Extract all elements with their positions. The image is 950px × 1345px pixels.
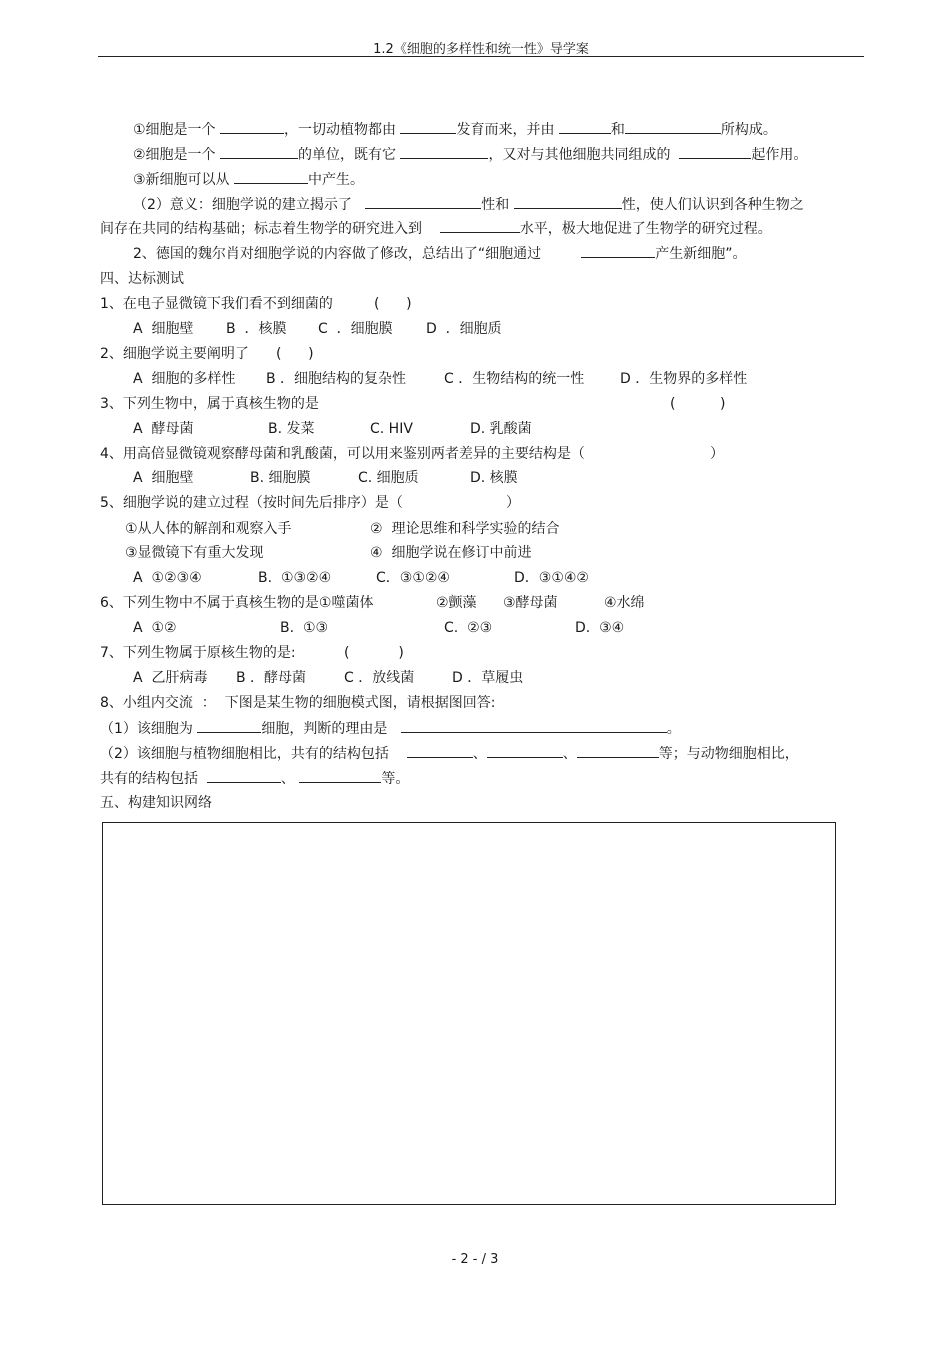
blank[interactable] bbox=[679, 145, 751, 159]
list-item: ② 理论思维和科学实验的结合 bbox=[370, 521, 560, 537]
question-6-item: ②颤藻 bbox=[436, 595, 477, 611]
text: 和 bbox=[610, 122, 625, 138]
option[interactable]: A ①②③④ bbox=[133, 570, 202, 586]
list-item: ①从人体的解剖和观察入手 bbox=[125, 521, 292, 537]
knowledge-network-box[interactable] bbox=[102, 822, 836, 1205]
theory-line-6 bbox=[133, 244, 747, 263]
text: 水平，极大地促进了生物学的研究过程。 bbox=[519, 221, 772, 237]
answer-paren[interactable]: ( ) bbox=[670, 396, 726, 412]
option[interactable]: C．③①②④ bbox=[376, 570, 450, 586]
question-1-stem bbox=[100, 295, 333, 313]
option[interactable]: A ①② bbox=[133, 620, 177, 636]
text: ，一切动植物都由 bbox=[284, 122, 397, 138]
text: 产生新细胞”。 bbox=[655, 246, 747, 262]
text: 性，使人们认识到各种生物之 bbox=[621, 197, 804, 213]
option[interactable]: C ．生物结构的统一性 bbox=[444, 371, 585, 387]
question-6-item: ③酵母菌 bbox=[503, 595, 558, 611]
list-item: ③显微镜下有重大发现 bbox=[125, 545, 264, 561]
text: 所构成。 bbox=[720, 122, 777, 138]
option[interactable]: C. HIV bbox=[370, 421, 413, 437]
answer-paren[interactable]: ( ) bbox=[344, 645, 404, 661]
text: 中产生。 bbox=[308, 172, 365, 188]
blank[interactable] bbox=[400, 145, 488, 159]
option[interactable]: D. ③④ bbox=[575, 620, 625, 636]
text: （2）该细胞与植物细胞相比，共有的结构包括 bbox=[100, 746, 389, 762]
question-3-stem: 3、下列生物中，属于真核生物的是 bbox=[100, 396, 319, 412]
text: 起作用。 bbox=[751, 147, 808, 163]
option[interactable]: B. ①③②④ bbox=[258, 570, 332, 586]
theory-line-4 bbox=[133, 195, 804, 214]
text: 细胞，判断的理由是 bbox=[261, 721, 388, 737]
option[interactable]: B. ①③ bbox=[280, 620, 329, 636]
text: ①细胞是一个 bbox=[133, 122, 216, 138]
theory-line-1 bbox=[133, 120, 777, 139]
theory-line-3 bbox=[133, 170, 364, 189]
text: ③新细胞可以从 bbox=[133, 172, 230, 188]
text: 等。 bbox=[381, 771, 410, 787]
text: 间存在共同的结构基础；标志着生物学的研究进入到 bbox=[100, 221, 422, 237]
answer-paren[interactable]: ( ) bbox=[374, 296, 412, 312]
answer-paren[interactable]: ） bbox=[710, 446, 724, 462]
text: 性和 bbox=[481, 197, 510, 213]
blank[interactable] bbox=[581, 244, 655, 258]
option[interactable]: B ．细胞结构的复杂性 bbox=[266, 371, 407, 387]
option[interactable]: C ．细胞膜 bbox=[318, 321, 393, 337]
option[interactable]: B. 细胞膜 bbox=[250, 470, 311, 486]
question-6-item: ④水绵 bbox=[604, 595, 645, 611]
blank[interactable] bbox=[625, 120, 721, 134]
blank[interactable] bbox=[407, 744, 473, 758]
option[interactable]: A 细胞壁 bbox=[133, 321, 194, 337]
question-6-stem: 6、下列生物中不属于真核生物的是①噬菌体 bbox=[100, 595, 374, 611]
blank[interactable] bbox=[299, 769, 381, 783]
blank[interactable] bbox=[220, 120, 284, 134]
option[interactable]: D ．草履虫 bbox=[452, 670, 524, 686]
question-8-part-2 bbox=[100, 744, 799, 763]
answer-paren[interactable]: ( ) bbox=[276, 346, 314, 362]
blank[interactable] bbox=[365, 195, 481, 209]
section-5-title: 五、构建知识网络 bbox=[100, 795, 212, 811]
text: 的单位，既有它 bbox=[298, 147, 397, 163]
question-8-part-3 bbox=[100, 769, 409, 788]
blank[interactable] bbox=[577, 744, 659, 758]
question-8-part-1 bbox=[100, 719, 681, 738]
text: 发育而来，并由 bbox=[456, 122, 555, 138]
blank[interactable] bbox=[400, 120, 456, 134]
blank[interactable] bbox=[514, 195, 622, 209]
blank[interactable] bbox=[440, 219, 520, 233]
blank[interactable] bbox=[487, 744, 563, 758]
theory-line-2 bbox=[133, 145, 807, 164]
blank[interactable] bbox=[234, 170, 308, 184]
list-item: ④ 细胞学说在修订中前进 bbox=[370, 545, 532, 561]
text: （2）意义：细胞学说的建立揭示了 bbox=[133, 197, 352, 213]
text: 等；与动物细胞相比， bbox=[658, 746, 799, 762]
header-rule bbox=[98, 56, 864, 57]
text: （1）该细胞为 bbox=[100, 721, 193, 737]
option[interactable]: C ．放线菌 bbox=[344, 670, 415, 686]
option[interactable]: B ．酵母菌 bbox=[236, 670, 307, 686]
blank[interactable] bbox=[197, 719, 261, 733]
option[interactable]: A 细胞的多样性 bbox=[133, 371, 236, 387]
option[interactable]: D．③①④② bbox=[514, 570, 589, 586]
text: 2、德国的魏尔肖对细胞学说的内容做了修改，总结出了“细胞通过 bbox=[133, 246, 542, 262]
text: 、 bbox=[472, 746, 487, 762]
option[interactable]: D. 核膜 bbox=[470, 470, 518, 486]
option[interactable]: A 酵母菌 bbox=[133, 421, 194, 437]
option[interactable]: C. 细胞质 bbox=[358, 470, 419, 486]
blank[interactable] bbox=[207, 769, 281, 783]
blank[interactable] bbox=[559, 120, 611, 134]
text: 。 bbox=[666, 721, 681, 737]
section-4-title: 四、达标测试 bbox=[100, 271, 184, 287]
text: 、 bbox=[562, 746, 577, 762]
option[interactable]: B ．核膜 bbox=[226, 321, 287, 337]
blank[interactable] bbox=[401, 719, 667, 733]
option[interactable]: D ．生物界的多样性 bbox=[620, 371, 748, 387]
blank[interactable] bbox=[220, 145, 298, 159]
option[interactable]: A 细胞壁 bbox=[133, 470, 194, 486]
option[interactable]: D. 乳酸菌 bbox=[470, 421, 532, 437]
option[interactable]: D ．细胞质 bbox=[426, 321, 502, 337]
theory-line-5 bbox=[100, 219, 772, 238]
text: 共有的结构包括 bbox=[100, 771, 198, 787]
option[interactable]: C. ②③ bbox=[444, 620, 493, 636]
text: ，又对与其他细胞共同组成的 bbox=[488, 147, 671, 163]
question-8-stem: 8、小组内交流 ： 下图是某生物的细胞模式图，请根据图回答: bbox=[100, 695, 496, 711]
option[interactable]: A 乙肝病毒 bbox=[133, 670, 208, 686]
question-2-stem: 2、细胞学说主要阐明了 bbox=[100, 346, 249, 362]
page-number: - 2 - / 3 bbox=[451, 1252, 499, 1267]
question-4-stem: 4、用高倍显微镜观察酵母菌和乳酸菌，可以用来鉴别两者差异的主要结构是（ bbox=[100, 446, 585, 462]
text: ②细胞是一个 bbox=[133, 147, 216, 163]
option[interactable]: B. 发菜 bbox=[268, 421, 315, 437]
question-5-stem: 5、细胞学说的建立过程（按时间先后排序）是（ bbox=[100, 495, 403, 511]
text: 1、在电子显微镜下我们看不到细菌的 bbox=[100, 296, 333, 312]
answer-paren[interactable]: ） bbox=[506, 495, 520, 511]
question-7-stem: 7、下列生物属于原核生物的是: bbox=[100, 645, 296, 661]
text: 、 bbox=[280, 771, 295, 787]
page-header: 1.2《细胞的多样性和统一性》导学案 bbox=[373, 42, 589, 57]
